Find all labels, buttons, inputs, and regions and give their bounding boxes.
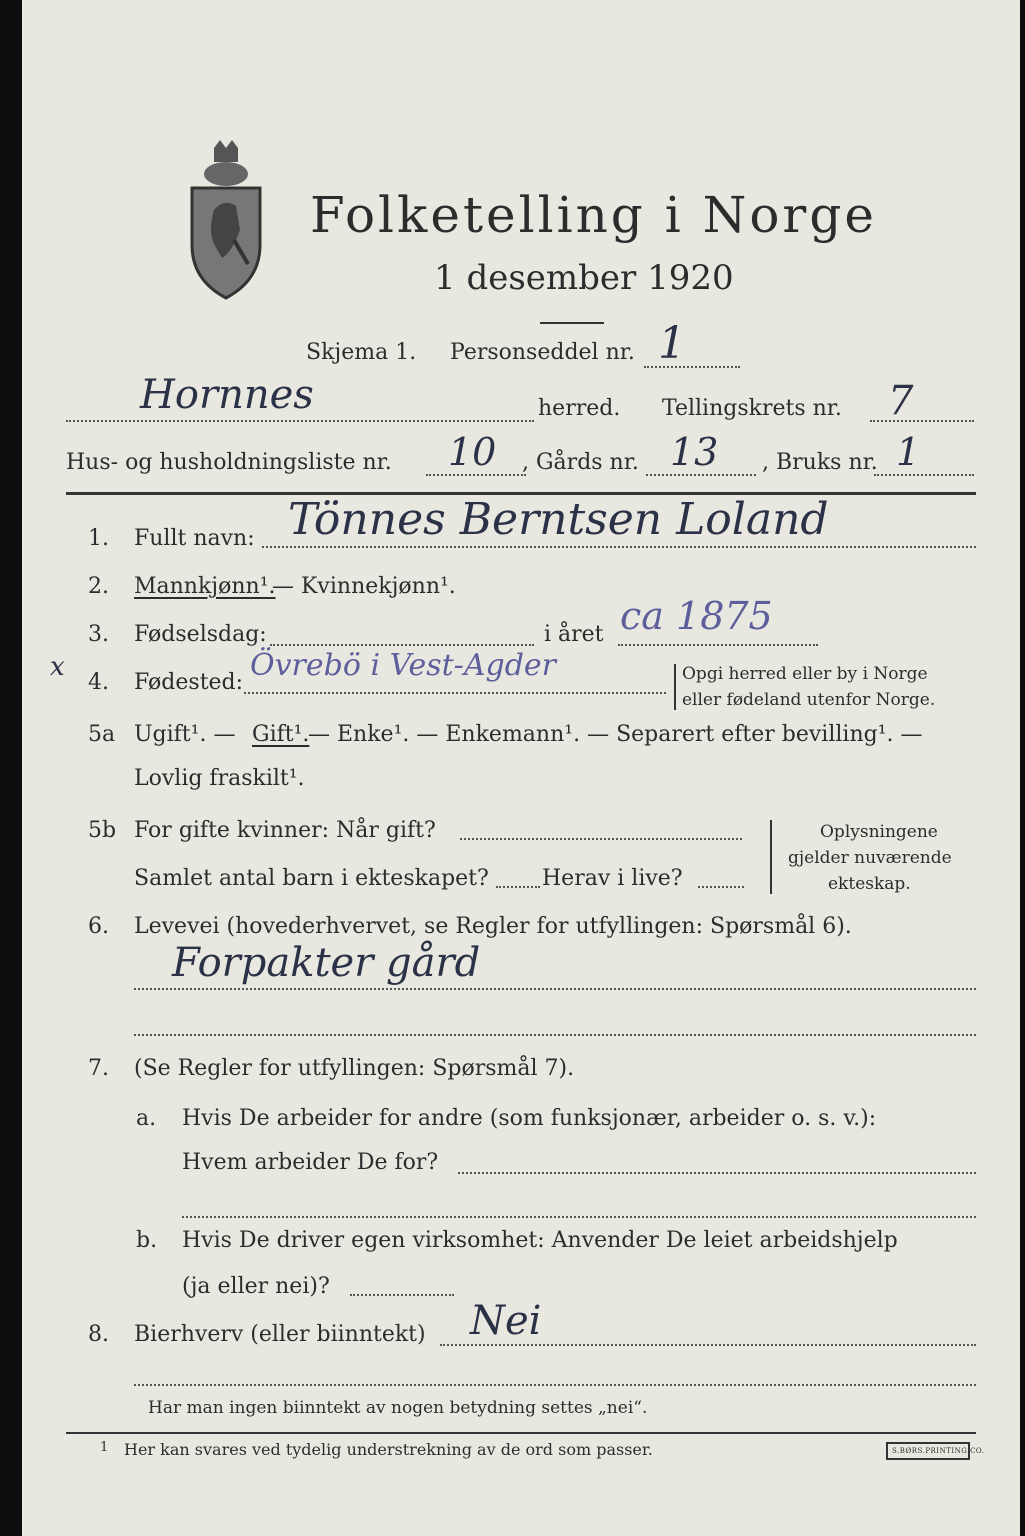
q5b-number: 5b <box>88 818 117 843</box>
when-married-field[interactable] <box>460 838 742 840</box>
tellingskrets-field[interactable] <box>870 420 974 422</box>
employer-field-2[interactable] <box>182 1216 976 1218</box>
divorced-option[interactable]: Lovlig fraskilt¹. <box>134 766 305 791</box>
q7a-line1: Hvis De arbeider for andre (som funksjonær, arbeider o. s. v.): <box>182 1106 877 1131</box>
gards-field[interactable] <box>646 474 756 476</box>
census-form <box>22 0 1020 1536</box>
unmarried-option[interactable]: Ugift¹. — <box>134 722 236 747</box>
birthplace-note-2: eller fødeland utenfor Norge. <box>682 690 936 710</box>
children-alive-label: Herav i live? <box>542 866 683 891</box>
birthplace-label: Fødested: <box>134 670 244 695</box>
bruks-field[interactable] <box>874 474 974 476</box>
q6-number: 6. <box>88 914 109 939</box>
herred-value: Hornnes <box>140 372 314 418</box>
bruks-label: , Bruks nr. <box>762 450 878 475</box>
children-count-label: Samlet antal barn i ekteskapet? <box>134 866 489 891</box>
q4-number: 4. <box>88 670 109 695</box>
birthday-field[interactable] <box>270 644 534 646</box>
side-income-field-2[interactable] <box>134 1384 976 1386</box>
q2-number: 2. <box>88 574 109 599</box>
marriage-note-1: Oplysningene <box>820 822 938 842</box>
birthplace-field[interactable] <box>244 692 666 694</box>
footnote-text: Her kan svares ved tydelig understrekning av de ord som passer. <box>124 1440 653 1459</box>
marriage-note-3: ekteskap. <box>828 874 911 894</box>
hus-value: 10 <box>448 430 497 474</box>
employer-label: Hvem arbeider De for? <box>182 1150 439 1175</box>
occupation-value: Forpakter gård <box>172 940 481 986</box>
tellingskrets-value: 7 <box>888 378 914 424</box>
marriage-note-2: gjelder nuværende <box>788 848 952 868</box>
title-divider <box>540 322 604 324</box>
marital-other-options[interactable]: — Enke¹. — Enkemann¹. — Separert efter bevilling¹. — <box>308 722 923 747</box>
married-option[interactable]: Gift¹. <box>252 722 310 747</box>
q5a-number: 5a <box>88 722 116 747</box>
printer-stamp: S.BØRS.PRINTING CO. <box>886 1442 970 1460</box>
q1-label: Fullt navn: <box>134 526 255 551</box>
bruks-value: 1 <box>896 430 921 474</box>
hus-field[interactable] <box>426 474 526 476</box>
q7-number: 7. <box>88 1056 109 1081</box>
children-count-field[interactable] <box>496 886 540 888</box>
tellingskrets-label: Tellingskrets nr. <box>662 396 842 421</box>
side-income-label: Bierhverv (eller biinntekt) <box>134 1322 426 1347</box>
gards-value: 13 <box>670 430 719 474</box>
q7b-letter: b. <box>136 1228 158 1253</box>
q3-number: 3. <box>88 622 109 647</box>
q8-number: 8. <box>88 1322 109 1347</box>
form-title: Folketelling i Norge <box>310 186 877 244</box>
coat-of-arms-icon <box>184 140 268 300</box>
occupation-field-2[interactable] <box>134 1034 976 1036</box>
fullname-field[interactable] <box>262 546 976 548</box>
q7a-letter: a. <box>136 1106 157 1131</box>
children-alive-field[interactable] <box>698 886 744 888</box>
birthday-label: Fødselsdag: <box>134 622 267 647</box>
year-label: i året <box>544 622 604 647</box>
personseddel-value: 1 <box>658 318 686 369</box>
herred-label: herred. <box>538 396 621 421</box>
hired-help-field[interactable] <box>350 1294 454 1296</box>
side-income-value: Nei <box>470 1298 542 1344</box>
hired-help-label: (ja eller nei)? <box>182 1274 330 1299</box>
q7b-line1: Hvis De driver egen virksomhet: Anvender De leiet arbeidshjelp <box>182 1228 898 1253</box>
footer-note: Har man ingen biinntekt av nogen betydning settes „nei“. <box>148 1398 648 1418</box>
year-field[interactable] <box>618 644 818 646</box>
skjema-label: Skjema 1. <box>306 340 417 365</box>
birthplace-note-1: Opgi herred eller by i Norge <box>682 664 928 684</box>
footnote-mark: 1 <box>100 1440 109 1455</box>
side-income-field[interactable] <box>440 1344 976 1346</box>
occupation-field[interactable] <box>134 988 976 990</box>
when-married-label: For gifte kvinner: Når gift? <box>134 818 436 843</box>
herred-field[interactable] <box>66 420 534 422</box>
employer-field[interactable] <box>458 1172 976 1174</box>
note-brace <box>770 820 772 894</box>
q7-label: (Se Regler for utfyllingen: Spørsmål 7). <box>134 1056 575 1081</box>
occupation-label: Levevei (hovederhvervet, se Regler for utfyllingen: Spørsmål 6). <box>134 914 852 939</box>
q1-number: 1. <box>88 526 109 551</box>
personseddel-label: Personseddel nr. <box>450 340 635 365</box>
birthplace-value: Övrebö i Vest-Agder <box>250 648 556 683</box>
form-date: 1 desember 1920 <box>434 258 734 298</box>
female-option[interactable]: — Kvinnekjønn¹. <box>272 574 456 599</box>
hus-label: Hus- og husholdningsliste nr. <box>66 450 392 475</box>
note-bracket <box>674 664 676 710</box>
fullname-value: Tönnes Berntsen Loland <box>288 494 829 545</box>
male-option[interactable]: Mannkjønn¹. <box>134 574 276 599</box>
year-value: ca 1875 <box>620 594 773 638</box>
margin-mark: x <box>50 652 65 682</box>
footer-divider <box>66 1432 976 1434</box>
gards-label: , Gårds nr. <box>522 450 639 475</box>
